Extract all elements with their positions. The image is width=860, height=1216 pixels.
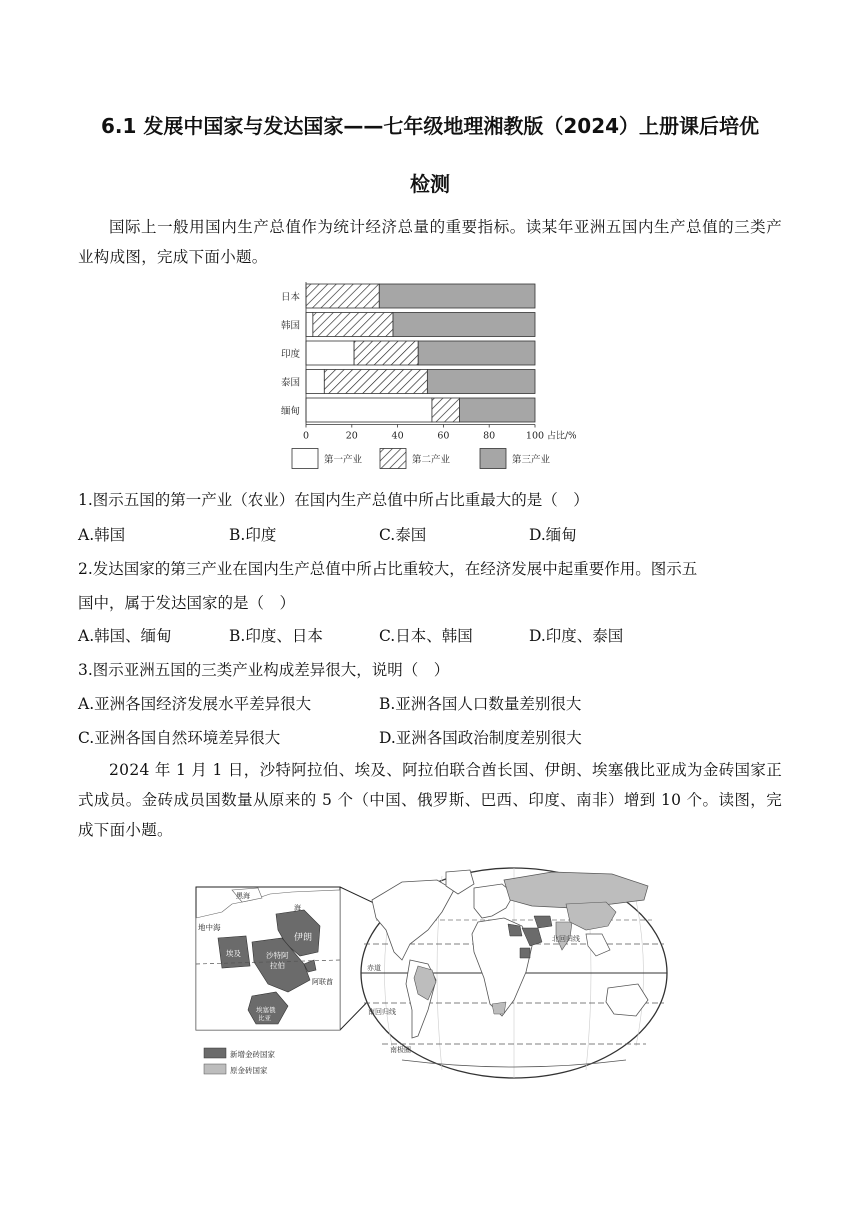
ethiopia-label-2: 比亚 — [258, 1014, 271, 1022]
world-map — [361, 868, 667, 1078]
legend-swatch — [292, 449, 318, 469]
bar-segment — [306, 341, 354, 365]
bar-segment — [324, 370, 427, 394]
x-tick-label: 80 — [483, 430, 496, 442]
question-1-option-d[interactable]: D.缅甸 — [529, 526, 577, 544]
question-1-option-b[interactable]: B.印度 — [229, 526, 277, 544]
category-label: 日本 — [280, 292, 300, 303]
question-3-option-b[interactable]: B.亚洲各国人口数量差别很大 — [379, 695, 582, 713]
bar-segment — [306, 313, 313, 337]
question-1-option-a[interactable]: A.韩国 — [78, 526, 126, 544]
bar-segment — [427, 370, 535, 394]
category-label: 缅甸 — [280, 406, 300, 417]
bar-segment — [459, 398, 535, 422]
tropic-cancer-label: 北回归线 — [552, 935, 580, 943]
question-2-stem-line1: 2.发达国家的第三产业在国内生产总值中所占比重较大，在经济发展中起重要作用。图示五 — [78, 560, 698, 578]
category-label: 泰国 — [280, 377, 300, 389]
question-1-stem: 1.图示五国的第一产业（农业）在国内生产总值中所占比重最大的是（ ） — [78, 491, 589, 509]
bar-segment — [306, 398, 432, 422]
saudi-label-1: 沙特阿 — [266, 951, 289, 960]
x-tick-label: 0 — [302, 430, 310, 442]
iran-label: 伊朗 — [294, 933, 313, 943]
bar-segment — [306, 284, 379, 308]
x-axis-label: 占比/% — [547, 431, 577, 442]
x-tick-label: 60 — [437, 430, 450, 442]
question-2-option-d[interactable]: D.印度、泰国 — [529, 627, 624, 645]
legend-new-members: 新增金砖国家 — [230, 1050, 275, 1059]
x-tick-label: 100 — [525, 430, 545, 442]
middle-east-inset — [196, 887, 340, 1030]
bar-segment — [306, 370, 324, 394]
bar-segment — [432, 398, 459, 422]
saudi-label-2: 拉伯 — [270, 961, 285, 970]
question-2-option-a[interactable]: A.韩国、缅甸 — [78, 627, 172, 645]
legend-swatch — [380, 449, 406, 469]
question-2-stem-line2: 国中，属于发达国家的是（ ） — [78, 594, 296, 612]
map-legend — [204, 1048, 275, 1075]
page-title-line2: 检测 — [410, 172, 450, 196]
industry-structure-chart — [272, 280, 612, 475]
bar-segment — [313, 313, 393, 337]
question-2-option-c[interactable]: C.日本、韩国 — [379, 627, 473, 645]
tropic-capricorn-label: 南回归线 — [368, 1008, 396, 1016]
question-3-option-a[interactable]: A.亚洲各国经济发展水平差异很大 — [78, 695, 312, 713]
intro-paragraph-2: 2024 年 1 月 1 日，沙特阿拉伯、埃及、阿拉伯联合酋长国、伊朗、埃塞俄比亚成为金砖国家正式成员。金砖成员国数量从原来的 5 个（中国、俄罗斯、巴西、印度、南非）增到 10 个。读图，完成下面小题。 — [78, 761, 782, 839]
legend-label: 第一产业 — [324, 454, 363, 466]
question-3-option-d[interactable]: D.亚洲各国政治制度差别很大 — [379, 729, 582, 747]
question-2-option-b[interactable]: B.印度、日本 — [229, 627, 323, 645]
bar-segment — [393, 313, 535, 337]
bar-segment — [354, 341, 418, 365]
ethiopia-label-1: 埃塞俄 — [256, 1006, 276, 1014]
mediterranean-label: 地中海 — [198, 923, 221, 932]
black-sea-label: 黑海 — [236, 892, 250, 900]
bar-segment — [418, 341, 535, 365]
brics-map — [192, 860, 672, 1080]
x-tick-label: 20 — [345, 430, 358, 442]
legend-label: 第三产业 — [512, 454, 551, 466]
legend-swatch — [480, 449, 506, 469]
bar-segment — [379, 284, 535, 308]
antarctic-circle-label: 南极圈 — [390, 1046, 411, 1054]
uae-label: 阿联酋 — [312, 978, 333, 986]
sea-label: 海 — [294, 904, 301, 912]
x-tick-label: 40 — [391, 430, 404, 442]
question-3-option-c[interactable]: C.亚洲各国自然环境差异很大 — [78, 729, 281, 747]
category-label: 印度 — [280, 349, 300, 360]
category-label: 韩国 — [280, 320, 300, 332]
question-3-stem: 3.图示亚洲五国的三类产业构成差异很大，说明（ ） — [78, 661, 450, 679]
intro-paragraph-1: 国际上一般用国内生产总值作为统计经济总量的重要指标。读某年亚洲五国内生产总值的三类产业构成图，完成下面小题。 — [78, 218, 782, 266]
egypt-label: 埃及 — [226, 949, 241, 958]
legend-label: 第二产业 — [412, 454, 451, 466]
legend-original-members: 原金砖国家 — [230, 1066, 268, 1075]
equator-label: 赤道 — [367, 964, 381, 972]
page-title: 6.1 发展中国家与发达国家——七年级地理湘教版（2024）上册课后培优 — [100, 114, 760, 138]
question-1-option-c[interactable]: C.泰国 — [379, 526, 427, 544]
